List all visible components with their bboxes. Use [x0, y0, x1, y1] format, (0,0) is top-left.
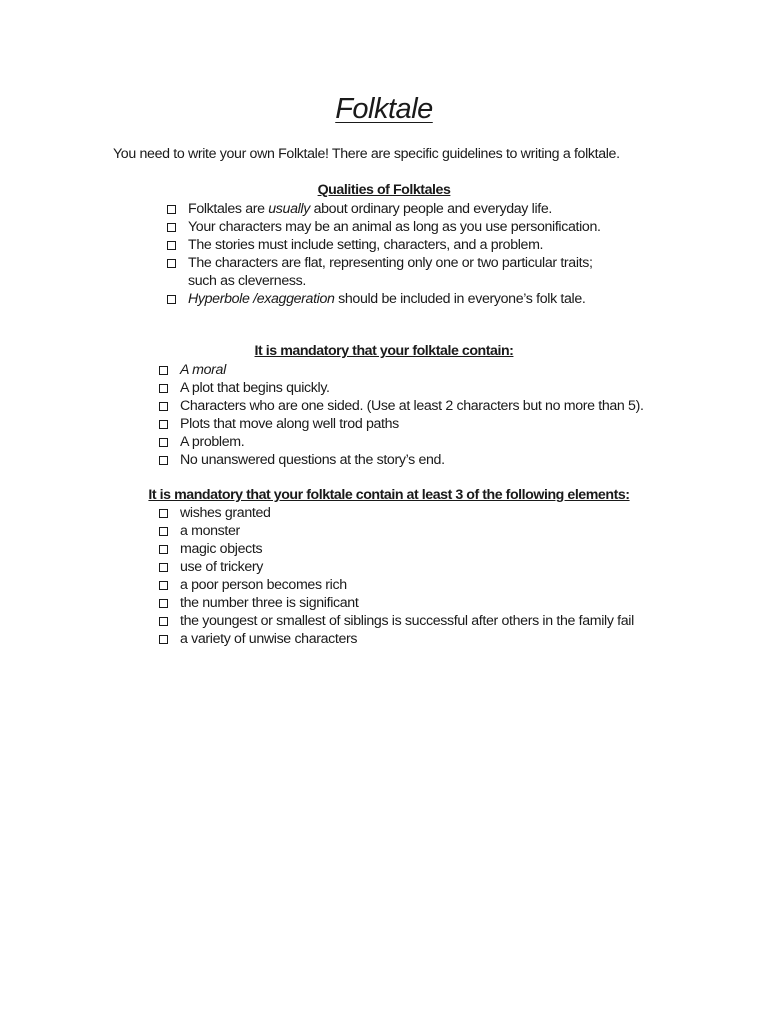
checkbox-icon: [159, 420, 168, 429]
checkbox-icon: [159, 438, 168, 447]
list-item: [159, 504, 634, 522]
list-item-text: the youngest or smallest of siblings is successful after others in the family fail: [180, 613, 634, 629]
list-item: [159, 576, 634, 594]
list-item-text: magic objects: [180, 541, 263, 557]
qualities-list: [167, 200, 618, 308]
checkbox-icon: [167, 205, 176, 214]
mandatory-heading: It is mandatory that your folktale contain:: [254, 343, 514, 359]
checkbox-icon: [159, 599, 168, 608]
checkbox-icon: [159, 635, 168, 644]
mandatory-list: [159, 361, 644, 469]
list-item-text: Your characters may be an animal as long as you use personification.: [188, 219, 601, 235]
elements-list: [159, 504, 634, 648]
list-item-text: The characters are flat, representing only one or two particular traits; such as cleverness.: [188, 255, 593, 289]
checkbox-icon: [159, 563, 168, 572]
list-item: [159, 415, 644, 433]
list-item-text: A plot that begins quickly.: [180, 380, 330, 396]
checkbox-icon: [167, 241, 176, 250]
list-item-text: a poor person becomes rich: [180, 577, 347, 593]
list-item-text-after: should be included in everyone’s folk tale.: [334, 291, 586, 307]
checkbox-icon: [159, 384, 168, 393]
list-item: [167, 236, 618, 254]
list-item-text-before: Folktales are: [188, 201, 269, 217]
list-item: [159, 451, 644, 469]
checkbox-icon: [159, 581, 168, 590]
list-item: [159, 361, 644, 379]
list-item-text: The stories must include setting, characters, and a problem.: [188, 237, 544, 253]
checkbox-icon: [167, 259, 176, 268]
list-item: [159, 433, 644, 451]
list-item-text: Plots that move along well trod paths: [180, 416, 399, 432]
list-item: [159, 522, 634, 540]
list-item-text: a variety of unwise characters: [180, 631, 358, 647]
list-item: [167, 200, 618, 218]
list-item: [159, 540, 634, 558]
checkbox-icon: [159, 509, 168, 518]
list-item: [159, 594, 634, 612]
list-item-text: a monster: [180, 523, 240, 539]
checkbox-icon: [167, 295, 176, 304]
checkbox-icon: [159, 527, 168, 536]
list-item-text: Characters who are one sided. (Use at least 2 characters but no more than 5).: [180, 398, 644, 414]
elements-heading: It is mandatory that your folktale contain at least 3 of the following elements:: [148, 487, 630, 503]
list-item: [167, 254, 618, 290]
list-item-text-italic: Hyperbole /exaggeration: [188, 291, 335, 307]
list-item: [159, 612, 634, 630]
list-item: [159, 558, 634, 576]
checkbox-icon: [167, 223, 176, 232]
checkbox-icon: [159, 456, 168, 465]
document-title: Folktale: [335, 93, 433, 125]
intro-paragraph: You need to write your own Folktale! There are specific guidelines to writing a folktale.: [113, 146, 620, 162]
checkbox-icon: [159, 366, 168, 375]
checkbox-icon: [159, 402, 168, 411]
list-item-text-italic: A moral: [180, 362, 226, 378]
list-item-text: A problem.: [180, 434, 245, 450]
checkbox-icon: [159, 617, 168, 626]
list-item-text: wishes granted: [180, 505, 271, 521]
list-item: [159, 379, 644, 397]
list-item-text: use of trickery: [180, 559, 264, 575]
list-item-text: the number three is significant: [180, 595, 359, 611]
qualities-heading: Qualities of Folktales: [317, 182, 451, 198]
list-item: [167, 290, 618, 308]
list-item-text: No unanswered questions at the story’s end.: [180, 452, 445, 468]
list-item-text-after: about ordinary people and everyday life.: [309, 201, 552, 217]
checkbox-icon: [159, 545, 168, 554]
list-item: [159, 397, 644, 415]
list-item: [167, 218, 618, 236]
list-item-text-italic: usually: [268, 201, 310, 217]
list-item: [159, 630, 634, 648]
